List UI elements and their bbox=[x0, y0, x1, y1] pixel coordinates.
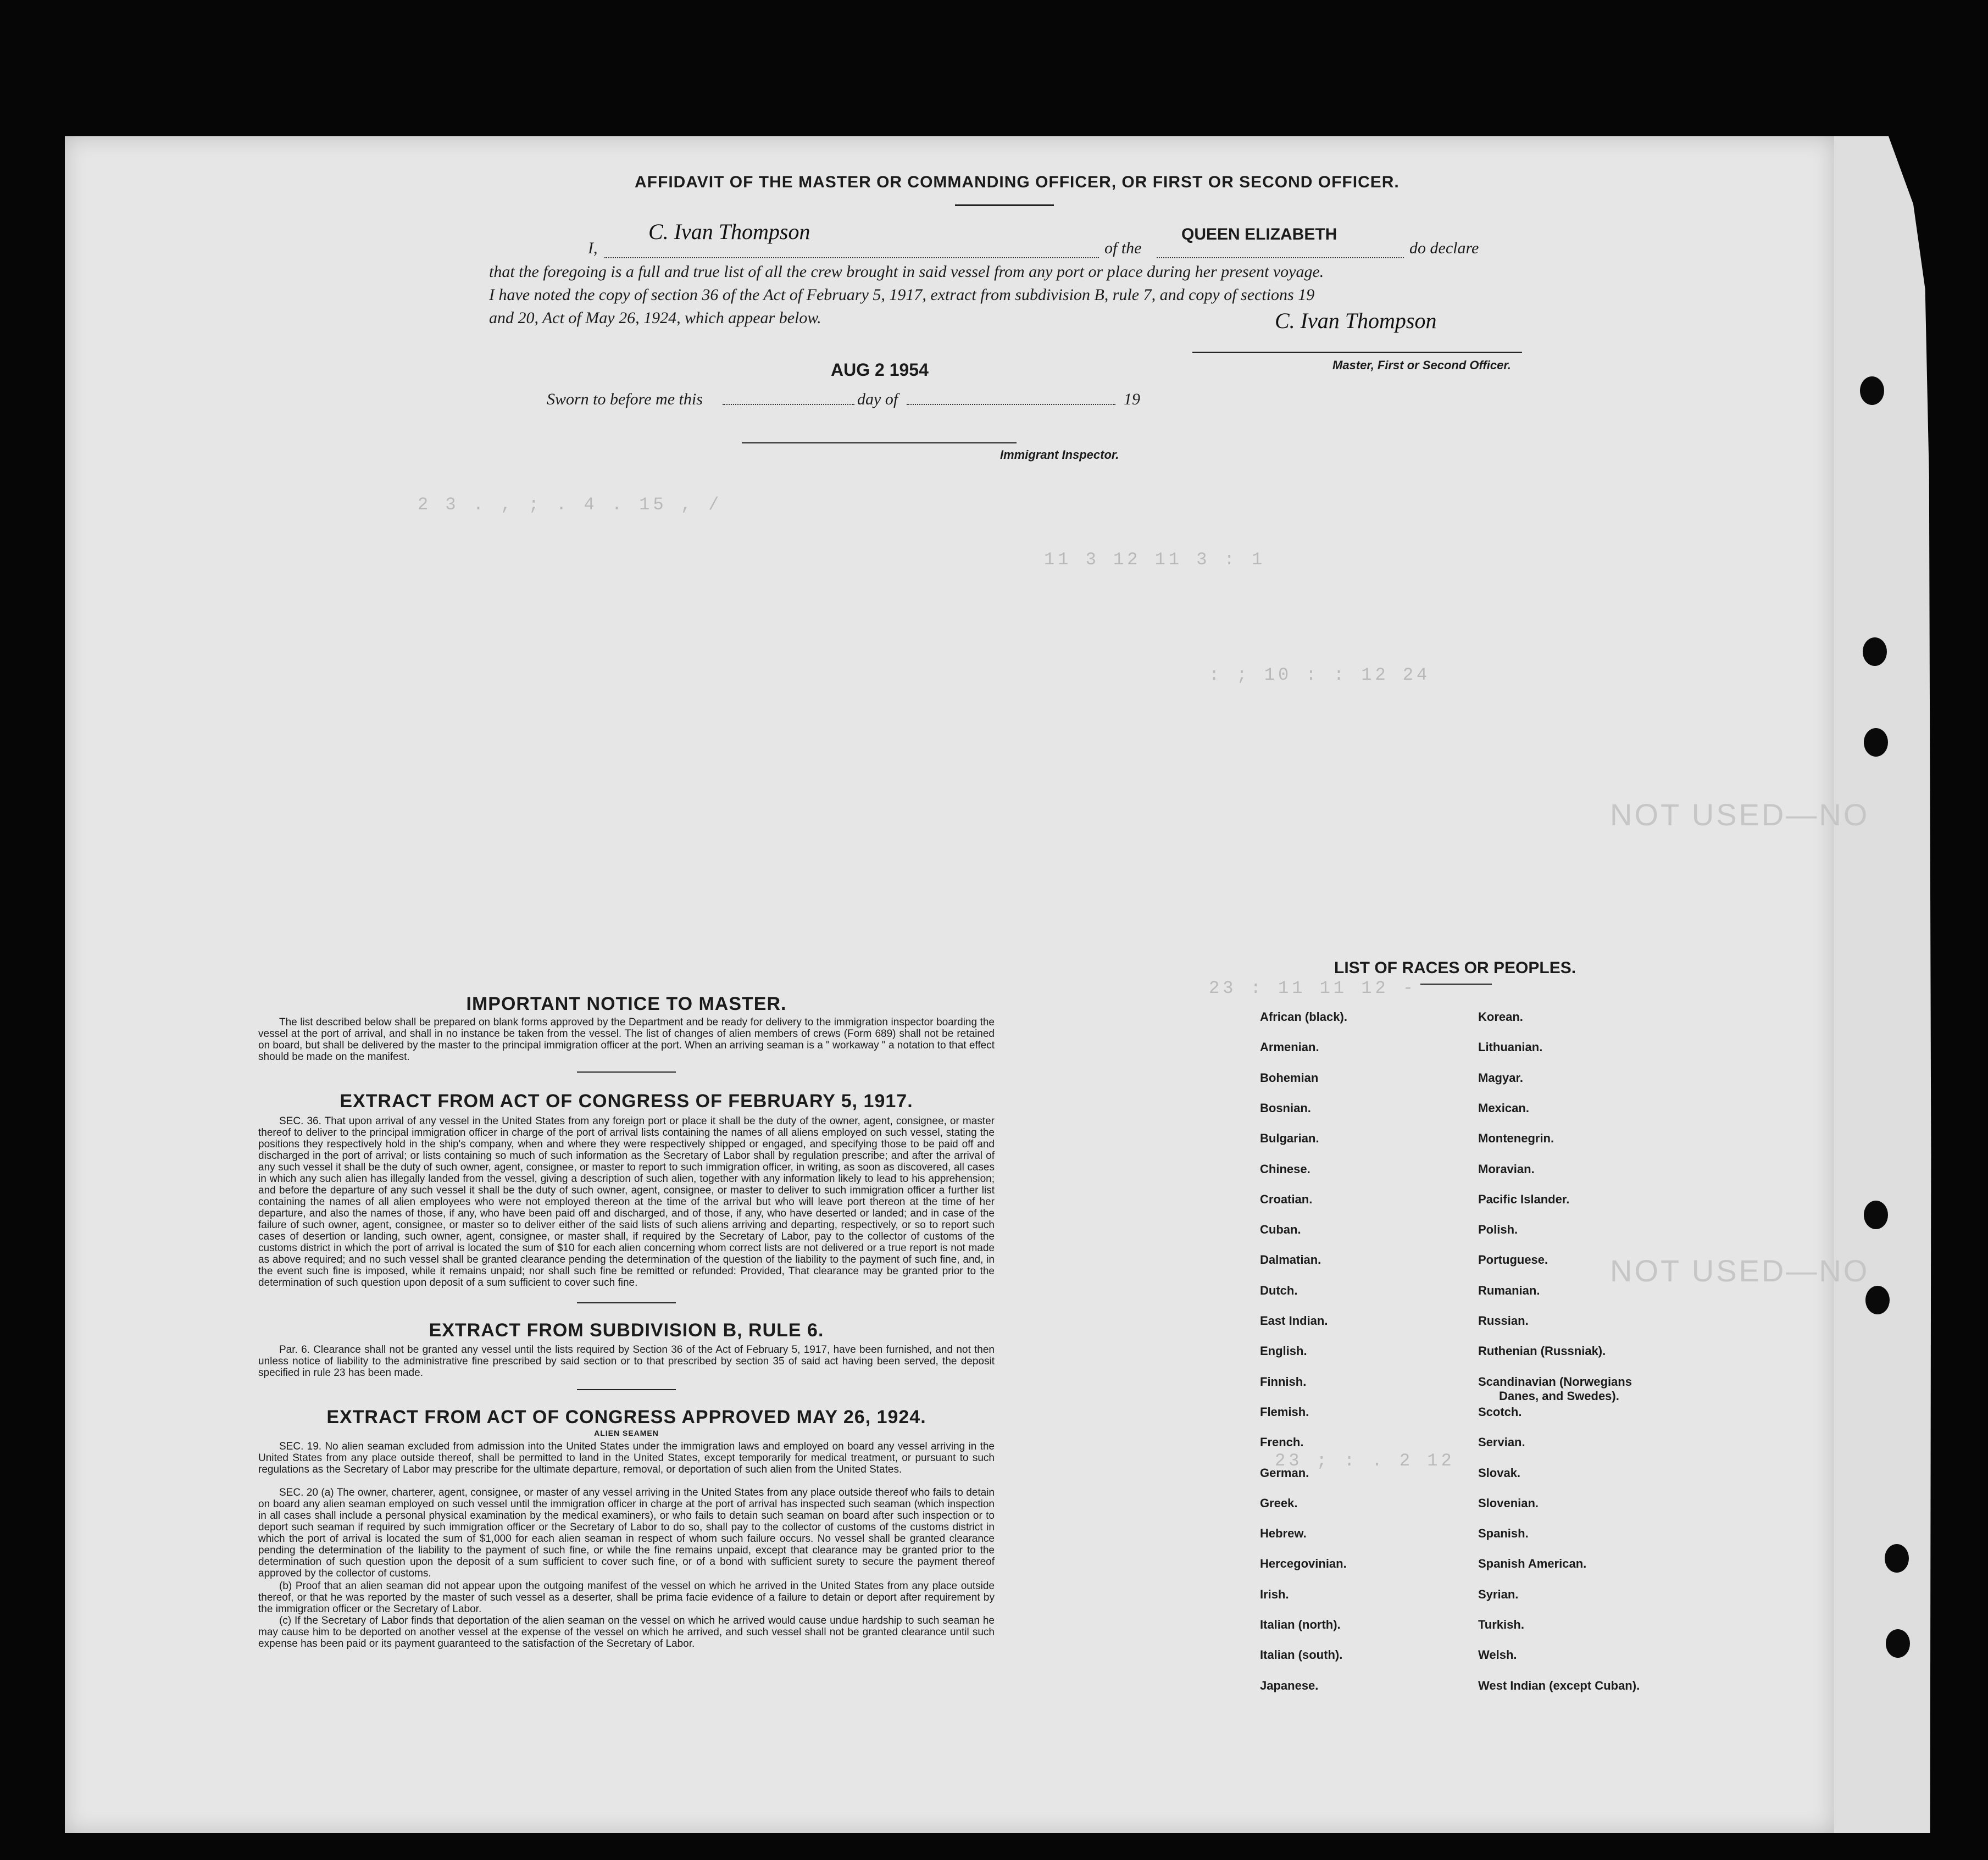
race-item: Slovak. bbox=[1478, 1466, 1521, 1480]
punch-hole bbox=[1863, 637, 1887, 666]
race-item: Portuguese. bbox=[1478, 1253, 1548, 1267]
inspector-signature-line bbox=[742, 442, 1017, 443]
race-item: Servian. bbox=[1478, 1435, 1525, 1449]
title-underline bbox=[955, 204, 1054, 206]
show-through-text: 23 ; : . 2 12 bbox=[1275, 1451, 1455, 1471]
affidavit-title: AFFIDAVIT OF THE MASTER OR COMMANDING OFFICER, OR FIRST OR SECOND OFFICER. bbox=[635, 173, 1400, 191]
race-item: Scotch. bbox=[1478, 1405, 1522, 1419]
race-item: Mexican. bbox=[1478, 1101, 1529, 1115]
extract-rule6-title: EXTRACT FROM SUBDIVISION B, RULE 6. bbox=[429, 1320, 824, 1341]
officer-caption: Master, First or Second Officer. bbox=[1332, 358, 1511, 372]
race-item: Japanese. bbox=[1260, 1679, 1319, 1692]
races-underline bbox=[1420, 984, 1492, 985]
divider bbox=[577, 1071, 676, 1073]
extract-1924-sec19: SEC. 19. No alien seaman excluded from admission into the United States under the immigration laws and employed on board any vessel arriving in the United States from any place outside thereof, shall be permitted to land in the United States, except temporarily for medical treatment, or pursuant to such regulations as the Secretary of Labor may prescribe for the ultimate departure, removal, or deportation of such alien from the United States. bbox=[258, 1441, 995, 1475]
punch-hole bbox=[1886, 1629, 1910, 1658]
extract-1924-sec20b: (b) Proof that an alien seaman did not appear upon the outgoing manifest of the vessel on which he arrived in the United States from any place outside thereof, or that he was reported by the master of such vessel as a deserter, shall be prima facie evidence of a failure to detain or deport after requirement by the immigration officer or the Secretary of Labor. bbox=[258, 1580, 995, 1615]
extract-1924-sec20c: (c) If the Secretary of Labor finds that deportation of the alien seaman on the vessel on which he arrived would cause undue hardship to such seaman he may cause him to be deported on another vessel at the expense of the vessel on which he arrived, and such vessel shall not be granted clearance until such expense has been paid or its payment guaranteed to the satisfaction of the Secretary of Labor. bbox=[258, 1615, 995, 1650]
race-item: African (black). bbox=[1260, 1010, 1347, 1024]
race-item: Flemish. bbox=[1260, 1405, 1309, 1419]
race-item: Italian (south). bbox=[1260, 1648, 1343, 1662]
race-item: Dutch. bbox=[1260, 1284, 1298, 1297]
race-item: Moravian. bbox=[1478, 1162, 1535, 1176]
race-item: Hercegovinian. bbox=[1260, 1557, 1347, 1570]
race-item: Syrian. bbox=[1478, 1587, 1519, 1601]
race-item: Bulgarian. bbox=[1260, 1131, 1319, 1145]
sworn-day-blank bbox=[723, 404, 854, 405]
master-signature: C. Ivan Thompson bbox=[648, 219, 810, 244]
affidavit-line-4: and 20, Act of May 26, 1924, which appear below. bbox=[489, 309, 821, 327]
show-through-text: NOT USED—NO bbox=[1610, 1253, 1870, 1288]
divider bbox=[577, 1389, 676, 1390]
extract-1924-title: EXTRACT FROM ACT OF CONGRESS APPROVED MAY 26, 1924. bbox=[326, 1407, 926, 1428]
day-of-label: day of bbox=[857, 390, 898, 408]
ship-name: QUEEN ELIZABETH bbox=[1181, 225, 1337, 243]
race-item: Chinese. bbox=[1260, 1162, 1310, 1176]
race-item: Magyar. bbox=[1478, 1071, 1523, 1085]
alien-seamen-subtitle: ALIEN SEAMEN bbox=[594, 1429, 659, 1437]
race-item: German. bbox=[1260, 1466, 1309, 1480]
sworn-month-blank bbox=[907, 404, 1115, 405]
date-stamp: AUG 2 1954 bbox=[831, 360, 929, 380]
officer-signature: C. Ivan Thompson bbox=[1275, 308, 1437, 333]
show-through-text: NOT USED—NO bbox=[1610, 797, 1870, 832]
race-item: English. bbox=[1260, 1344, 1307, 1358]
race-item: East Indian. bbox=[1260, 1314, 1328, 1328]
race-item: French. bbox=[1260, 1435, 1304, 1449]
extract-1917-title: EXTRACT FROM ACT OF CONGRESS OF FEBRUARY 5, 1917. bbox=[340, 1091, 913, 1112]
race-item: Dalmatian. bbox=[1260, 1253, 1321, 1267]
race-item: Finnish. bbox=[1260, 1375, 1307, 1389]
race-item: Spanish American. bbox=[1478, 1557, 1587, 1570]
race-item: Lithuanian. bbox=[1478, 1040, 1543, 1054]
name-blank bbox=[604, 257, 1099, 258]
ship-blank bbox=[1157, 257, 1404, 258]
do-declare-label: do declare bbox=[1409, 239, 1479, 257]
year-prefix: 19 bbox=[1124, 390, 1140, 408]
show-through-text: 2 3 . , ; . 4 . 15 , / bbox=[418, 495, 723, 515]
race-item: Pacific Islander. bbox=[1478, 1192, 1570, 1206]
race-item: Montenegrin. bbox=[1478, 1131, 1554, 1145]
race-item: Turkish. bbox=[1478, 1618, 1524, 1631]
show-through-text: 23 : 11 11 12 - bbox=[1209, 978, 1417, 998]
race-item: Bosnian. bbox=[1260, 1101, 1311, 1115]
affidavit-line-2: that the foregoing is a full and true list of all the crew brought in said vessel from any port or place during her present voyage. bbox=[489, 263, 1324, 281]
race-item: Spanish. bbox=[1478, 1526, 1529, 1540]
extract-rule6-text: Par. 6. Clearance shall not be granted any vessel until the lists required by Section 36 of the Act of February 5, 1917, have been furnished, and not then unless notice of liability to the administrative fine prescribed by said section or to that prescribed by section 35 of said act having been served, the deposit specified in rule 23 has been made. bbox=[258, 1344, 995, 1379]
punch-hole bbox=[1885, 1544, 1909, 1573]
show-through-text: 11 3 12 11 3 : 1 bbox=[1044, 549, 1266, 570]
race-item: Welsh. bbox=[1478, 1648, 1517, 1662]
sworn-label: Sworn to before me this bbox=[547, 390, 703, 408]
notice-title: IMPORTANT NOTICE TO MASTER. bbox=[466, 993, 787, 1014]
race-item: Rumanian. bbox=[1478, 1284, 1540, 1297]
officer-signature-line bbox=[1192, 352, 1522, 353]
race-item: Croatian. bbox=[1260, 1192, 1313, 1206]
race-item: Irish. bbox=[1260, 1587, 1289, 1601]
race-item-continuation: Danes, and Swedes). bbox=[1499, 1389, 1619, 1403]
extract-1917-text: SEC. 36. That upon arrival of any vessel in the United States from any foreign port or place it shall be the duty of the owner, agent, consignee, or master thereof to deliver to the principal immigration officer in charge of the port of arrival lists containing the names of all aliens employed on such vessel, stating the positions they respectively hold in the ship's company, when and where they were respectively shipped or engaged, and specifying those to be paid off and discharged in the port of arrival; or lists containing so much of such information as the Secretary of Labor shall by regulation prescribe; and after the arrival of any such vessel it shall be the duty of such owner, agent, consignee, or master to report to such immigration officer, in writing, as soon as discovered, all cases in which any such alien has illegally landed from the vessel, giving a description of such alien, together with any information likely to lead to his apprehension; and before the departure of any such vessel it shall be the duty of such owner, agent, consignee, or master to deliver to such immigration officer a further list containing the names of all alien employees who were not employed thereon at the time of the arrival but who will leave port thereon at the time of her departure, and also the names of those, if any, who have been paid off and discharged, and of those, if any, who have deserted or landed; and in case of the failure of such owner, agent, consignee, or master so to deliver either of the said lists of such aliens arriving and departing, respectively, or so to report such cases of desertion or landing, such owner, agent, consignee, or master shall, if required by the Secretary of Labor, pay to the collector of customs of the customs district in which the port of arrival is located the sum of $10 for each alien concerning whom correct lists are not delivered or a true report is not made as above required; and no such vessel shall be granted clearance pending the determination of the question of the liability to the payment of such fine, and, in the event such fine is imposed, while it remains unpaid; nor shall such fine be remitted or refunded: Provided, That clearance may be granted prior to the determination of such question upon deposit of a sum sufficient to cover such fine. bbox=[258, 1115, 995, 1289]
race-item: Cuban. bbox=[1260, 1223, 1301, 1236]
race-item: Hebrew. bbox=[1260, 1526, 1307, 1540]
race-item: Ruthenian (Russniak). bbox=[1478, 1344, 1606, 1358]
race-item: Russian. bbox=[1478, 1314, 1529, 1328]
punch-hole bbox=[1864, 1201, 1888, 1229]
race-item: Greek. bbox=[1260, 1496, 1298, 1510]
race-item: Scandinavian (Norwegians bbox=[1478, 1375, 1632, 1389]
race-item: Italian (north). bbox=[1260, 1618, 1341, 1631]
notice-text: The list described below shall be prepared on blank forms approved by the Department and be ready for delivery to the immigration inspector boarding the vessel at the port of arrival, and shall in no instance be taken from the vessel. The list of changes of alien members of crews (Form 689) shall not be retained on board, but shall be delivered by the master to the principal immigration officer at the port. When an arriving seaman is a " workaway " a notation to that effect should be made on the manifest. bbox=[258, 1017, 995, 1063]
race-item: Bohemian bbox=[1260, 1071, 1319, 1085]
race-item: Polish. bbox=[1478, 1223, 1518, 1236]
inspector-caption: Immigrant Inspector. bbox=[1000, 448, 1119, 462]
punch-hole bbox=[1860, 376, 1884, 405]
of-the-label: of the bbox=[1104, 239, 1142, 257]
races-title: LIST OF RACES OR PEOPLES. bbox=[1334, 959, 1576, 977]
race-item: Armenian. bbox=[1260, 1040, 1319, 1054]
race-item: Korean. bbox=[1478, 1010, 1523, 1024]
divider bbox=[577, 1302, 676, 1303]
show-through-text: : ; 10 : : 12 24 bbox=[1209, 665, 1431, 685]
race-item: West Indian (except Cuban). bbox=[1478, 1679, 1640, 1692]
affidavit-line-3: I have noted the copy of section 36 of the Act of February 5, 1917, extract from subdivision B, rule 7, and copy of sections 19 bbox=[489, 286, 1315, 304]
affidavit-i-label: I, bbox=[588, 239, 598, 257]
race-item: Slovenian. bbox=[1478, 1496, 1539, 1510]
punch-hole bbox=[1865, 1286, 1890, 1314]
punch-hole bbox=[1864, 728, 1888, 757]
extract-1924-sec20a: SEC. 20 (a) The owner, charterer, agent, consignee, or master of any vessel arriving in the United States from any place outside thereof who fails to detain on board any alien seaman employed on such vessel until the immigration officer in charge at the port of arrival has inspected such seaman (which inspection in all cases shall include a personal physical examination by the medical examiners), or who fails to detain such seaman on board after such inspection or to deport such seaman if required by such immigration officer or the Secretary of Labor to do so, shall pay to the collector of customs of the customs district in which the port of arrival is located the sum of $1,000 for each alien seaman in respect of whom such failure occurs. No vessel shall be granted clearance pending the determination of the liability to the payment of such fine, or while the fine remains unpaid, except that clearance may be granted prior to the determination of such question upon the deposit of a sum sufficient to cover such fine, or of a bond with sufficient surety to secure the payment thereof approved by the collector of customs. bbox=[258, 1487, 995, 1579]
